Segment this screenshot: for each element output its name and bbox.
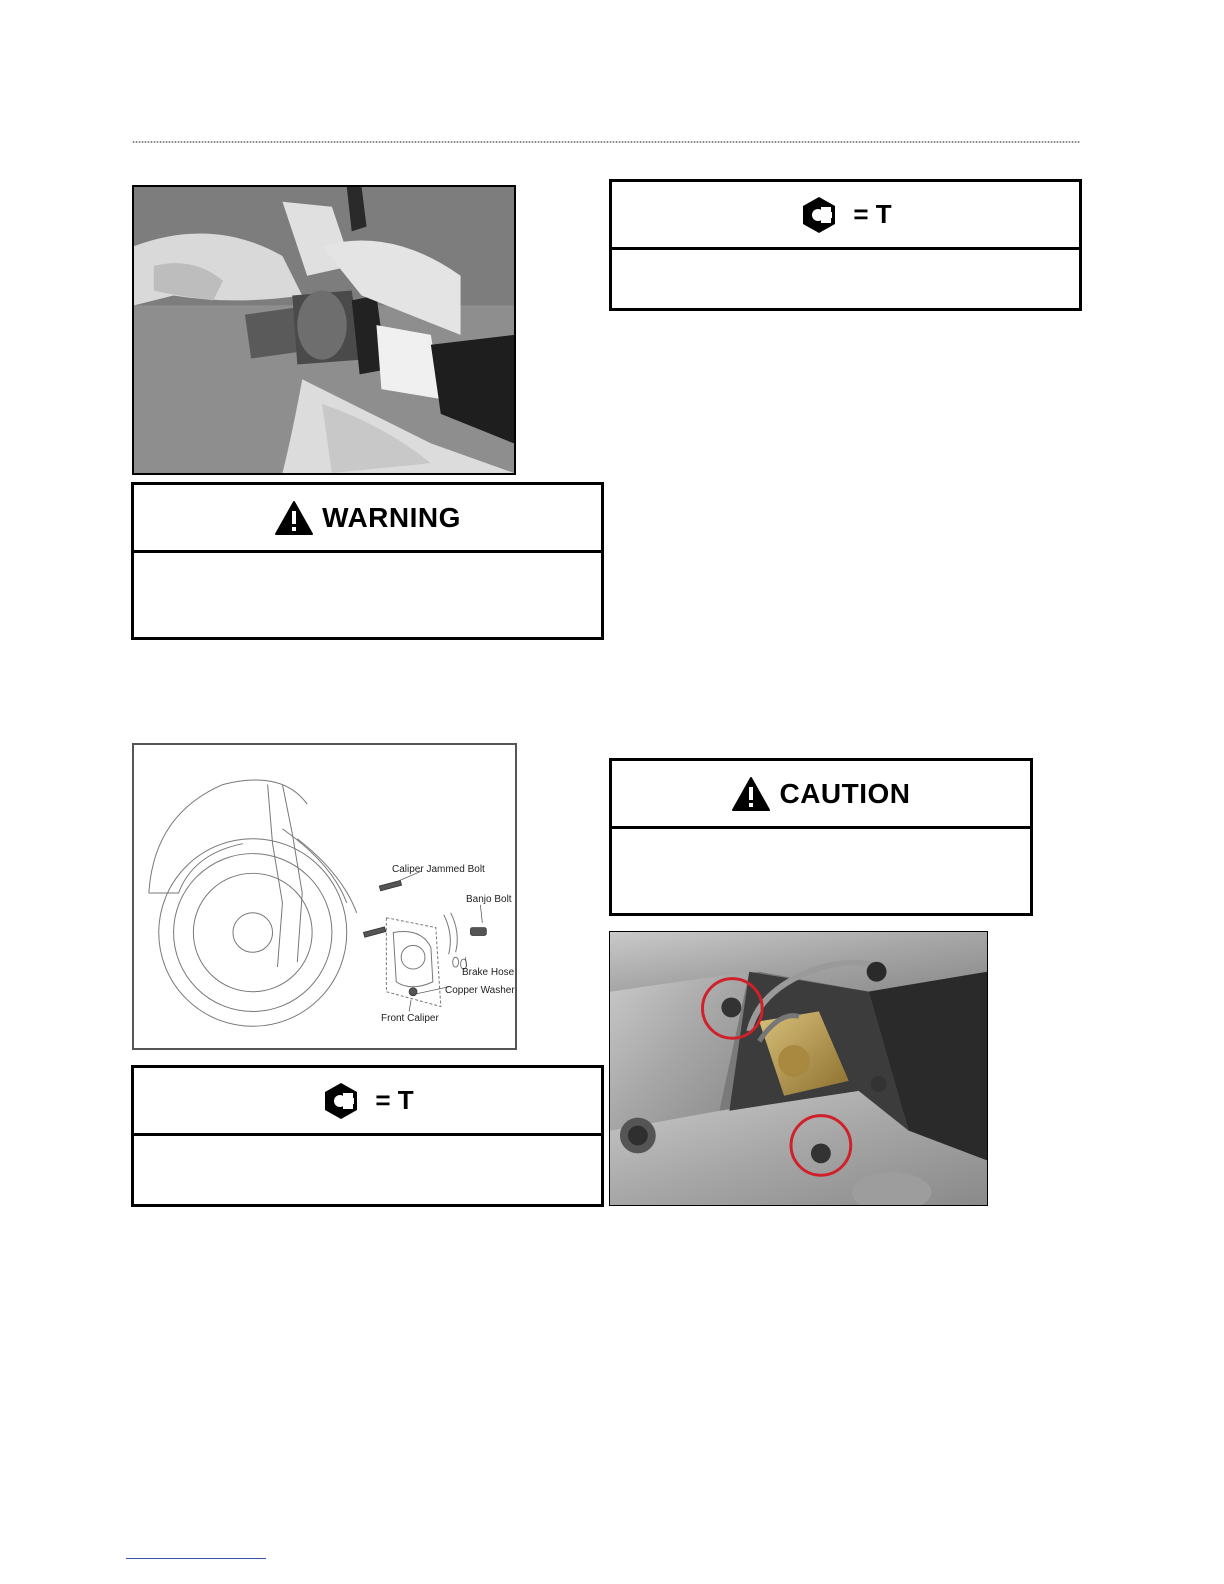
caliper-bolts-photo [609,931,988,1206]
header-rule [132,140,1080,144]
caution-header [612,761,1030,829]
torque-wrench-icon [799,195,839,235]
warning-header [134,485,601,553]
front-caliper-diagram [132,743,517,1050]
footer-line [126,1558,266,1559]
torque-body-top [612,250,1079,308]
photo-hands-hose [132,185,516,475]
torque-body-bottom [134,1136,601,1204]
torque-header-bottom [134,1068,601,1136]
callout-brake-hose: Brake Hose [462,967,515,978]
warning-triangle-icon [274,500,314,536]
torque-label-bottom: = T [375,1085,414,1115]
caution-body [612,829,1030,913]
warning-box [131,482,604,640]
torque-label-top: = T [853,199,892,229]
torque-header-top [612,182,1079,250]
caution-label: CAUTION [779,777,911,809]
callout-caliper-jammed-bolt: Caliper Jammed Bolt [392,864,485,875]
torque-box-top [609,179,1082,311]
torque-wrench-icon [321,1081,361,1121]
warning-body [134,553,601,637]
callout-front-caliper: Front Caliper [381,1013,439,1024]
torque-box-bottom [131,1065,604,1207]
callout-banjo-bolt: Banjo Bolt [466,894,512,905]
caution-triangle-icon [731,776,771,812]
callout-copper-washer: Copper Washer [445,985,515,996]
warning-label: WARNING [322,501,461,533]
caution-box [609,758,1033,916]
